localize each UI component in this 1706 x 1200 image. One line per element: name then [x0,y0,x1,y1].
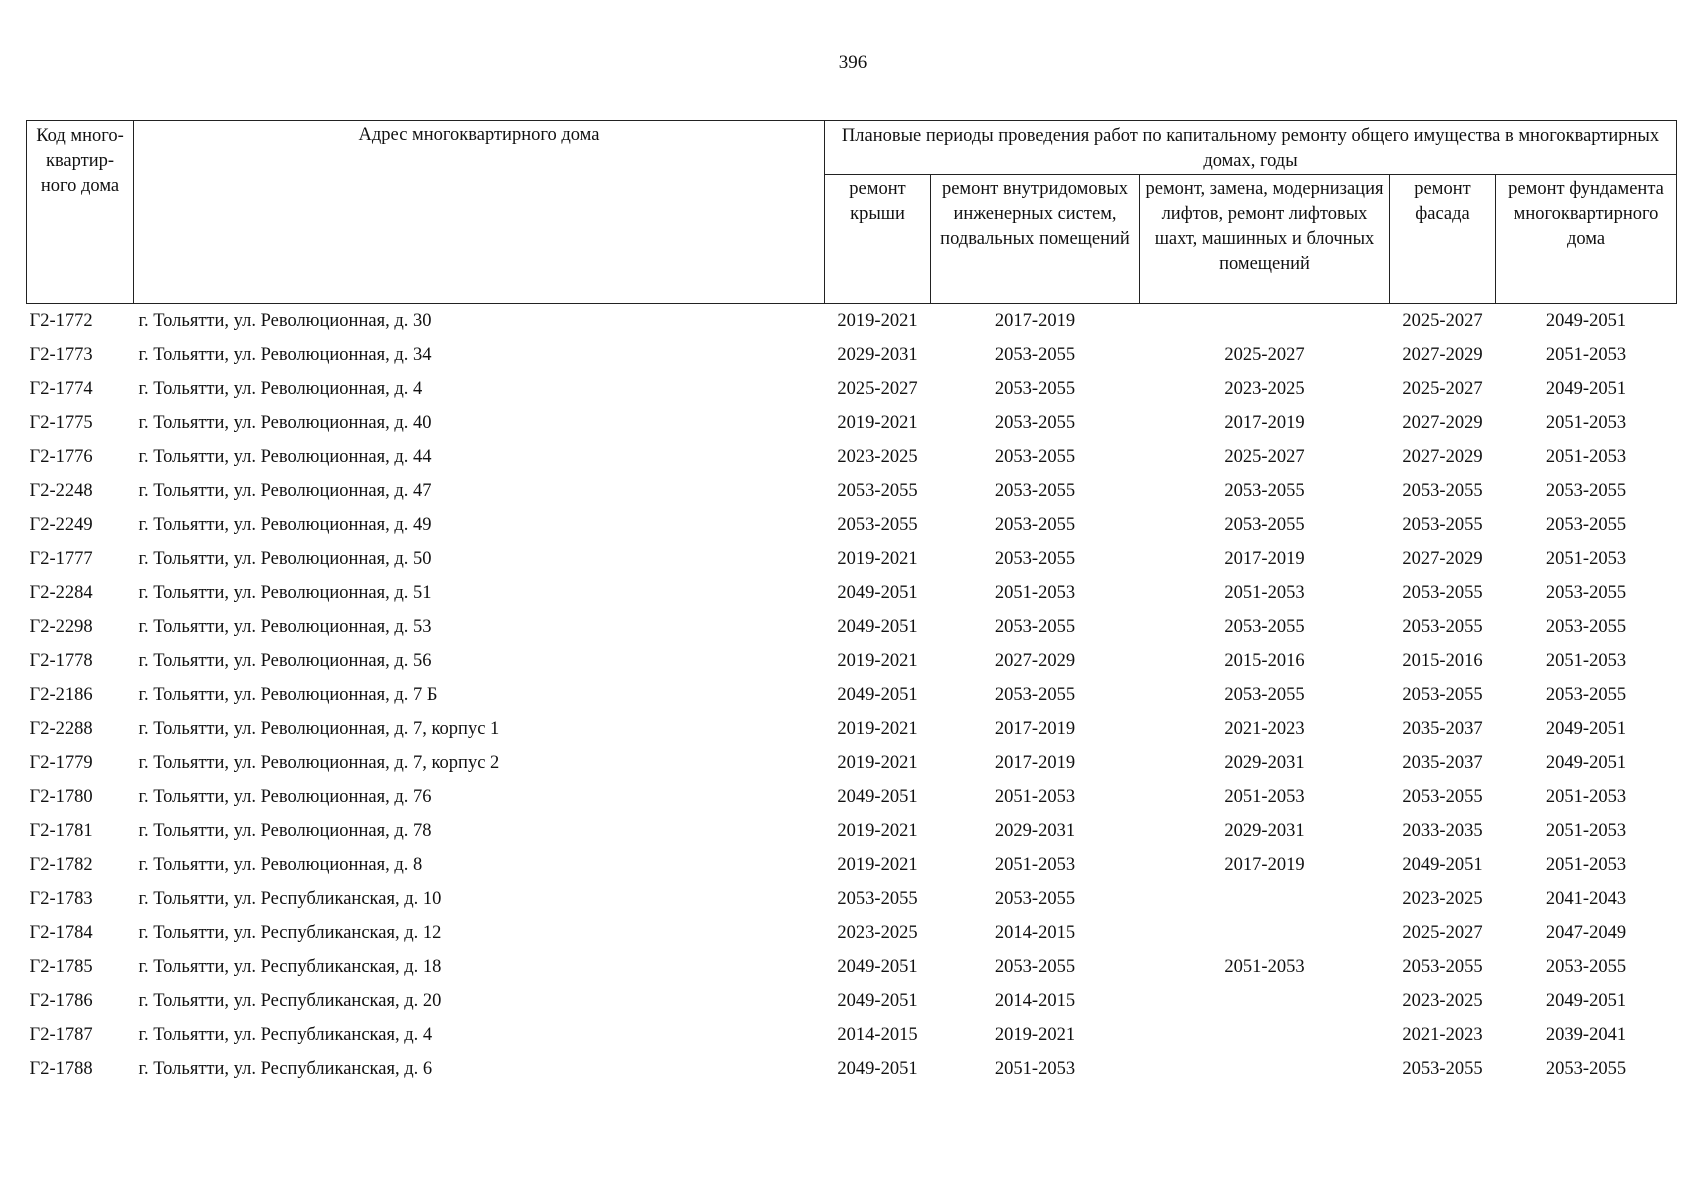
row-elevators: 2029-2031 [1224,752,1305,773]
row-roof: 2019-2021 [837,412,918,433]
row-engineering: 2017-2019 [994,310,1076,331]
row-elevators: 2017-2019 [1224,412,1305,433]
row-elevators: 2053-2055 [1224,480,1305,501]
table-row [27,474,1677,508]
row-facade: 2015-2016 [1402,650,1483,671]
row-roof: 2049-2051 [837,582,918,603]
row-foundation: 2051-2053 [1545,412,1627,433]
row-address: г. Тольятти, ул. Республиканская, д. 20 [138,990,442,1011]
row-facade: 2025-2027 [1402,378,1483,399]
row-facade: 2035-2037 [1402,718,1483,739]
table-row [27,1018,1677,1052]
row-engineering: 2053-2055 [994,412,1076,433]
row-engineering: 2053-2055 [994,446,1076,467]
row-facade: 2027-2029 [1402,548,1483,569]
table-row [27,406,1677,440]
row-foundation: 2051-2053 [1545,854,1627,875]
row-elevators: 2053-2055 [1224,684,1305,705]
row-engineering: 2051-2053 [994,854,1076,875]
table-row [27,950,1677,984]
row-foundation: 2049-2051 [1545,718,1627,739]
row-address: г. Тольятти, ул. Республиканская, д. 12 [138,922,442,943]
row-roof: 2049-2051 [837,956,918,977]
row-elevators: 2021-2023 [1224,718,1305,739]
row-foundation: 2049-2051 [1545,752,1627,773]
row-roof: 2019-2021 [837,650,918,671]
row-elevators: 2029-2031 [1224,820,1305,841]
row-engineering: 2053-2055 [994,344,1076,365]
row-foundation: 2039-2041 [1545,1024,1627,1045]
row-roof: 2019-2021 [837,854,918,875]
row-elevators: 2051-2053 [1224,956,1305,977]
table-row [27,610,1677,644]
row-code: Г2-1773 [29,344,93,365]
row-foundation: 2051-2053 [1545,786,1627,807]
row-elevators [1140,304,1390,339]
row-facade: 2023-2025 [1402,888,1483,909]
row-foundation: 2051-2053 [1545,446,1627,467]
repair-schedule-table [26,120,1677,1086]
row-elevators: 2051-2053 [1224,582,1305,603]
row-foundation: 2041-2043 [1545,888,1627,909]
row-elevators: 2053-2055 [1224,616,1305,637]
row-code: Г2-1774 [29,378,93,399]
row-foundation: 2049-2051 [1545,378,1627,399]
row-elevators: 2025-2027 [1224,446,1305,467]
row-address: г. Тольятти, ул. Республиканская, д. 4 [138,1024,433,1045]
row-elevators [1140,1052,1390,1086]
row-roof: 2019-2021 [837,310,918,331]
row-engineering: 2053-2055 [994,378,1076,399]
row-engineering: 2053-2055 [994,956,1076,977]
table-row [27,678,1677,712]
row-elevators [1140,882,1390,916]
row-code: Г2-1786 [29,990,93,1011]
row-foundation: 2053-2055 [1545,582,1627,603]
row-address: г. Тольятти, ул. Революционная, д. 51 [138,582,432,603]
row-code: Г2-1775 [29,412,93,433]
row-roof: 2019-2021 [837,820,918,841]
row-code: Г2-1772 [29,310,93,331]
row-address: г. Тольятти, ул. Революционная, д. 8 [138,854,423,875]
row-elevators: 2017-2019 [1224,854,1305,875]
table-body [27,304,1677,1087]
header-engineering: ремонт внутридомовых инженерных систем, подвальных помещений [931,175,1140,304]
row-elevators: 2053-2055 [1224,514,1305,535]
row-facade: 2053-2055 [1402,1058,1483,1079]
row-elevators: 2023-2025 [1224,378,1305,399]
row-facade: 2027-2029 [1402,446,1483,467]
table-row [27,984,1677,1018]
row-code: Г2-1785 [29,956,93,977]
row-code: Г2-2284 [29,582,93,603]
header-address: Адрес многоквартирного дома [134,121,825,304]
row-engineering: 2053-2055 [994,888,1076,909]
row-facade: 2053-2055 [1402,956,1483,977]
header-planned-periods: Плановые периоды проведения работ по капитальному ремонту общего имущества в многоквартирных домах, годы [825,121,1677,175]
row-roof: 2049-2051 [837,684,918,705]
header-foundation: ремонт фундамента многоквартирного дома [1496,175,1677,304]
row-facade: 2053-2055 [1402,684,1483,705]
table-row [27,814,1677,848]
row-foundation: 2051-2053 [1545,650,1627,671]
page-number: 396 [838,52,868,73]
row-code: Г2-1780 [29,786,93,807]
table-row [27,882,1677,916]
row-engineering: 2053-2055 [994,548,1076,569]
row-address: г. Тольятти, ул. Революционная, д. 53 [138,616,432,637]
row-roof: 2049-2051 [837,1058,918,1079]
row-code: Г2-1782 [29,854,93,875]
row-address: г. Тольятти, ул. Революционная, д. 49 [138,514,432,535]
row-elevators: 2025-2027 [1224,344,1305,365]
row-facade: 2053-2055 [1402,786,1483,807]
row-code: Г2-1781 [29,820,93,841]
row-code: Г2-1784 [29,922,93,943]
row-facade: 2053-2055 [1402,582,1483,603]
row-foundation: 2051-2053 [1545,820,1627,841]
row-roof: 2029-2031 [837,344,918,365]
table-row [27,440,1677,474]
row-elevators: 2051-2053 [1224,786,1305,807]
row-roof: 2019-2021 [837,752,918,773]
row-foundation: 2053-2055 [1545,514,1627,535]
row-roof: 2049-2051 [837,990,918,1011]
row-engineering: 2053-2055 [994,616,1076,637]
table-row [27,712,1677,746]
row-address: г. Тольятти, ул. Революционная, д. 78 [138,820,432,841]
row-foundation: 2053-2055 [1545,956,1627,977]
row-engineering: 2027-2029 [994,650,1076,671]
row-roof: 2014-2015 [837,1024,918,1045]
row-roof: 2025-2027 [837,378,918,399]
row-address: г. Тольятти, ул. Республиканская, д. 10 [138,888,442,909]
row-address: г. Тольятти, ул. Революционная, д. 76 [138,786,432,807]
row-address: г. Тольятти, ул. Революционная, д. 44 [138,446,432,467]
row-engineering: 2051-2053 [994,786,1076,807]
table-row [27,644,1677,678]
row-engineering: 2051-2053 [994,1058,1076,1079]
row-facade: 2025-2027 [1402,310,1483,331]
row-foundation: 2053-2055 [1545,684,1627,705]
row-address: г. Тольятти, ул. Республиканская, д. 6 [138,1058,433,1079]
row-address: г. Тольятти, ул. Революционная, д. 50 [138,548,432,569]
row-code: Г2-1777 [29,548,93,569]
row-code: Г2-2298 [29,616,93,637]
row-facade: 2021-2023 [1402,1024,1483,1045]
table-row [27,746,1677,780]
row-facade: 2027-2029 [1402,344,1483,365]
table-row [27,780,1677,814]
table-row [27,304,1677,339]
row-code: Г2-1778 [29,650,93,671]
row-facade: 2027-2029 [1402,412,1483,433]
row-address: г. Тольятти, ул. Революционная, д. 4 [138,378,423,399]
header-elevators: ремонт, замена, модернизация лифтов, ремонт лифтовых шахт, машинных и блочных помещений [1140,175,1390,304]
row-elevators [1140,1018,1390,1052]
row-roof: 2053-2055 [837,514,918,535]
table-row [27,1052,1677,1086]
row-roof: 2049-2051 [837,786,918,807]
row-foundation: 2053-2055 [1545,480,1627,501]
row-facade: 2053-2055 [1402,514,1483,535]
row-code: Г2-1776 [29,446,93,467]
table-row [27,338,1677,372]
row-facade: 2025-2027 [1402,922,1483,943]
row-engineering: 2053-2055 [994,514,1076,535]
row-facade: 2023-2025 [1402,990,1483,1011]
row-elevators: 2015-2016 [1224,650,1305,671]
row-address: г. Тольятти, ул. Республиканская, д. 18 [138,956,442,977]
row-facade: 2035-2037 [1402,752,1483,773]
header-facade: ремонт фасада [1390,175,1496,304]
row-code: Г2-1783 [29,888,93,909]
row-roof: 2023-2025 [837,922,918,943]
row-engineering: 2014-2015 [994,990,1076,1011]
row-roof: 2053-2055 [837,888,918,909]
row-code: Г2-1779 [29,752,93,773]
table-row [27,848,1677,882]
row-foundation: 2051-2053 [1545,548,1627,569]
row-code: Г2-2249 [29,514,93,535]
row-engineering: 2051-2053 [994,582,1076,603]
table-row [27,576,1677,610]
row-roof: 2053-2055 [837,480,918,501]
row-code: Г2-1788 [29,1058,93,1079]
table-row [27,542,1677,576]
row-elevators: 2017-2019 [1224,548,1305,569]
row-facade: 2049-2051 [1402,854,1483,875]
row-address: г. Тольятти, ул. Революционная, д. 56 [138,650,432,671]
row-engineering: 2014-2015 [994,922,1076,943]
row-address: г. Тольятти, ул. Революционная, д. 7, корпус 2 [138,752,500,773]
row-address: г. Тольятти, ул. Революционная, д. 34 [138,344,432,365]
table-row [27,372,1677,406]
row-code: Г2-2248 [29,480,93,501]
table-row [27,916,1677,950]
row-engineering: 2017-2019 [994,752,1076,773]
row-roof: 2019-2021 [837,548,918,569]
row-roof: 2023-2025 [837,446,918,467]
row-roof: 2049-2051 [837,616,918,637]
row-foundation: 2049-2051 [1545,990,1627,1011]
row-foundation: 2053-2055 [1545,1058,1627,1079]
row-foundation: 2047-2049 [1545,922,1627,943]
row-address: г. Тольятти, ул. Революционная, д. 7 Б [138,684,438,705]
row-engineering: 2053-2055 [994,684,1076,705]
row-address: г. Тольятти, ул. Революционная, д. 30 [138,310,432,331]
row-engineering: 2017-2019 [994,718,1076,739]
header-code: Код много-квартир-ного дома [27,121,134,304]
row-code: Г2-2288 [29,718,93,739]
row-elevators [1140,984,1390,1018]
row-facade: 2053-2055 [1402,616,1483,637]
row-roof: 2019-2021 [837,718,918,739]
row-engineering: 2029-2031 [994,820,1076,841]
row-address: г. Тольятти, ул. Революционная, д. 47 [138,480,432,501]
row-code: Г2-2186 [29,684,93,705]
row-foundation: 2053-2055 [1545,616,1627,637]
header-roof: ремонт крыши [825,175,931,304]
row-foundation: 2049-2051 [1545,310,1627,331]
table-header [27,121,1677,304]
table-row [27,508,1677,542]
row-foundation: 2051-2053 [1545,344,1627,365]
row-facade: 2053-2055 [1402,480,1483,501]
row-facade: 2033-2035 [1402,820,1483,841]
row-engineering: 2019-2021 [994,1024,1076,1045]
row-address: г. Тольятти, ул. Революционная, д. 7, корпус 1 [138,718,500,739]
row-code: Г2-1787 [29,1024,93,1045]
row-elevators [1140,916,1390,950]
row-address: г. Тольятти, ул. Революционная, д. 40 [138,412,432,433]
row-engineering: 2053-2055 [994,480,1076,501]
